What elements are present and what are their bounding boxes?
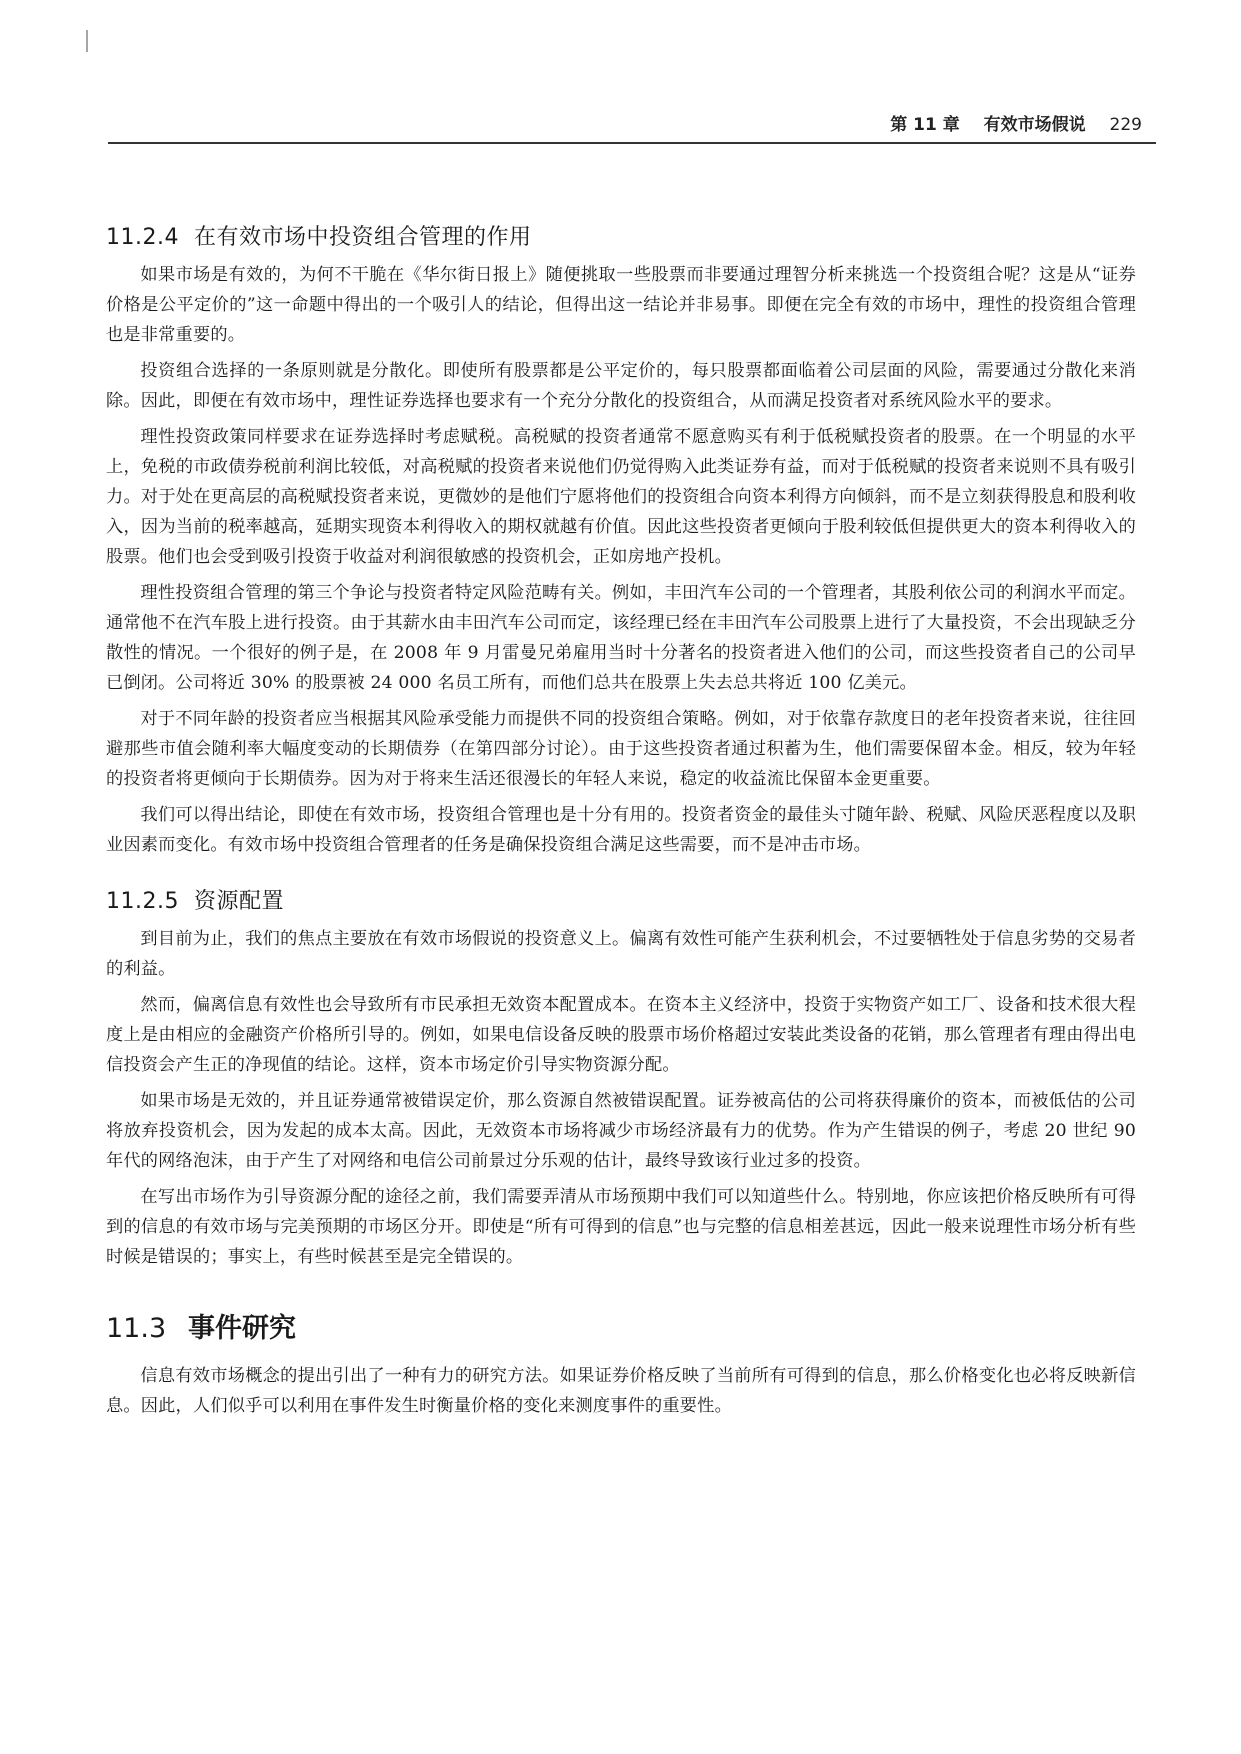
paragraph: 然而，偏离信息有效性也会导致所有市民承担无效资本配置成本。在资本主义经济中，投资于实物资产如工厂、设备和技术很大程度上是由相应的金融资产价格所引导的。例如，如果电信设备反映的股票市场价格超过安装此类设备的花销，那么管理者有理由得出电信投资会产生正的净现值的结论。这样，资本市场定价引导实物资源分配。 bbox=[106, 995, 1136, 1075]
section-number: 11.3 bbox=[106, 1313, 167, 1344]
paragraph: 投资组合选择的一条原则就是分散化。即使所有股票都是公平定价的，每只股票都面临着公司层面的风险，需要通过分散化来消除。因此，即便在有效市场中，理性证券选择也要求有一个充分分散化的投资组合，从而满足投资者对系统风险水平的要求。 bbox=[106, 361, 1136, 411]
running-header bbox=[108, 108, 1156, 144]
section-title: 在有效市场中投资组合管理的作用 bbox=[194, 225, 532, 250]
paragraph: 如果市场是有效的，为何不干脆在《华尔街日报上》随便挑取一些股票而非要通过理智分析来挑选一个投资组合呢？这是从“证券价格是公平定价的”这一命题中得出的一个吸引人的结论，但得出这一结论并非易事。即便在完全有效的市场中，理性的投资组合管理也是非常重要的。 bbox=[106, 265, 1136, 345]
page-number: 229 bbox=[1109, 115, 1142, 135]
header-text bbox=[890, 110, 1142, 135]
chapter-title: 有效市场假说 bbox=[983, 115, 1086, 135]
scan-artifact-mark bbox=[86, 30, 92, 52]
paragraph: 在写出市场作为引导资源分配的途径之前，我们需要弄清从市场预期中我们可以知道些什么。特别地，你应该把价格反映所有可得到的信息的有效市场与完美预期的市场区分开。即使是“所有可得到的信息”也与完整的信息相差甚远，因此一般来说理性市场分析有些时候是错误的；事实上，有些时候甚至是完全错误的。 bbox=[106, 1187, 1136, 1267]
paragraph: 信息有效市场概念的提出引出了一种有力的研究方法。如果证券价格反映了当前所有可得到的信息，那么价格变化也必将反映新信息。因此，人们似乎可以利用在事件发生时衡量价格的变化来测度事件的重要性。 bbox=[106, 1366, 1136, 1416]
section-title: 事件研究 bbox=[188, 1313, 296, 1344]
chapter-label: 第 11 章 bbox=[890, 115, 960, 135]
paragraph: 对于不同年龄的投资者应当根据其风险承受能力而提供不同的投资组合策略。例如，对于依靠存款度日的老年投资者来说，往往回避那些市值会随利率大幅度变动的长期债券（在第四部分讨论）。由于这些投资者通过积蓄为生，他们需要保留本金。相反，较为年轻的投资者将更倾向于长期债券。因为对于将来生活还很漫长的年轻人来说，稳定的收益流比保留本金更重要。 bbox=[106, 709, 1136, 789]
section-title: 资源配置 bbox=[194, 889, 285, 914]
section-number: 11.2.5 bbox=[106, 889, 179, 914]
paragraph: 到目前为止，我们的焦点主要放在有效市场假说的投资意义上。偏离有效性可能产生获利机会，不过要牺牲处于信息劣势的交易者的利益。 bbox=[106, 929, 1136, 979]
section-heading-11-2-4 bbox=[106, 220, 1136, 251]
paragraph: 理性投资政策同样要求在证券选择时考虑赋税。高税赋的投资者通常不愿意购买有利于低税赋投资者的股票。在一个明显的水平上，免税的市政债券税前利润比较低，对高税赋的投资者来说他们仍觉得购入此类证券有益，而对于低税赋的投资者来说则不具有吸引力。对于处在更高层的高税赋投资者来说，更微妙的是他们宁愿将他们的投资组合向资本利得方向倾斜，而不是立刻获得股息和股利收入，因为当前的税率越高，延期实现资本利得收入的期权就越有价值。因此这些投资者更倾向于股利较低但提供更大的资本利得收入的股票。他们也会受到吸引投资于收益对利润很敏感的投资机会，正如房地产投机。 bbox=[106, 427, 1136, 567]
paragraph: 如果市场是无效的，并且证券通常被错误定价，那么资源自然被错误配置。证券被高估的公司将获得廉价的资本，而被低估的公司将放弃投资机会，因为发起的成本太高。因此，无效资本市场将减少市场经济最有力的优势。作为产生错误的例子，考虑 20 世纪 90 年代的网络泡沫，由于产生了对网络和电信公司前景过分乐观的估计，最终导致该行业过多的投资。 bbox=[106, 1091, 1136, 1171]
section-heading-11-2-5 bbox=[106, 884, 1136, 915]
page-body bbox=[106, 220, 1136, 1427]
paragraph: 我们可以得出结论，即使在有效市场，投资组合管理也是十分有用的。投资者资金的最佳头寸随年龄、税赋、风险厌恶程度以及职业因素而变化。有效市场中投资组合管理者的任务是确保投资组合满足这些需要，而不是冲击市场。 bbox=[106, 805, 1136, 855]
paragraph: 理性投资组合管理的第三个争论与投资者特定风险范畴有关。例如，丰田汽车公司的一个管理者，其股利依公司的利润水平而定。通常他不在汽车股上进行投资。由于其薪水由丰田汽车公司而定，该经理已经在丰田汽车公司股票上进行了大量投资，不会出现缺乏分散性的情况。一个很好的例子是，在 2008 年 9 月雷曼兄弟雇用当时十分著名的投资者进入他们的公司，而这些投资者自己的公司早已倒闭。公司将近 30% 的股票被 24 000 名员工所有，而他们总共在股票上失去总共将近 100 亿美元。 bbox=[106, 583, 1136, 693]
section-heading-11-3 bbox=[106, 1306, 1136, 1345]
section-number: 11.2.4 bbox=[106, 225, 179, 250]
